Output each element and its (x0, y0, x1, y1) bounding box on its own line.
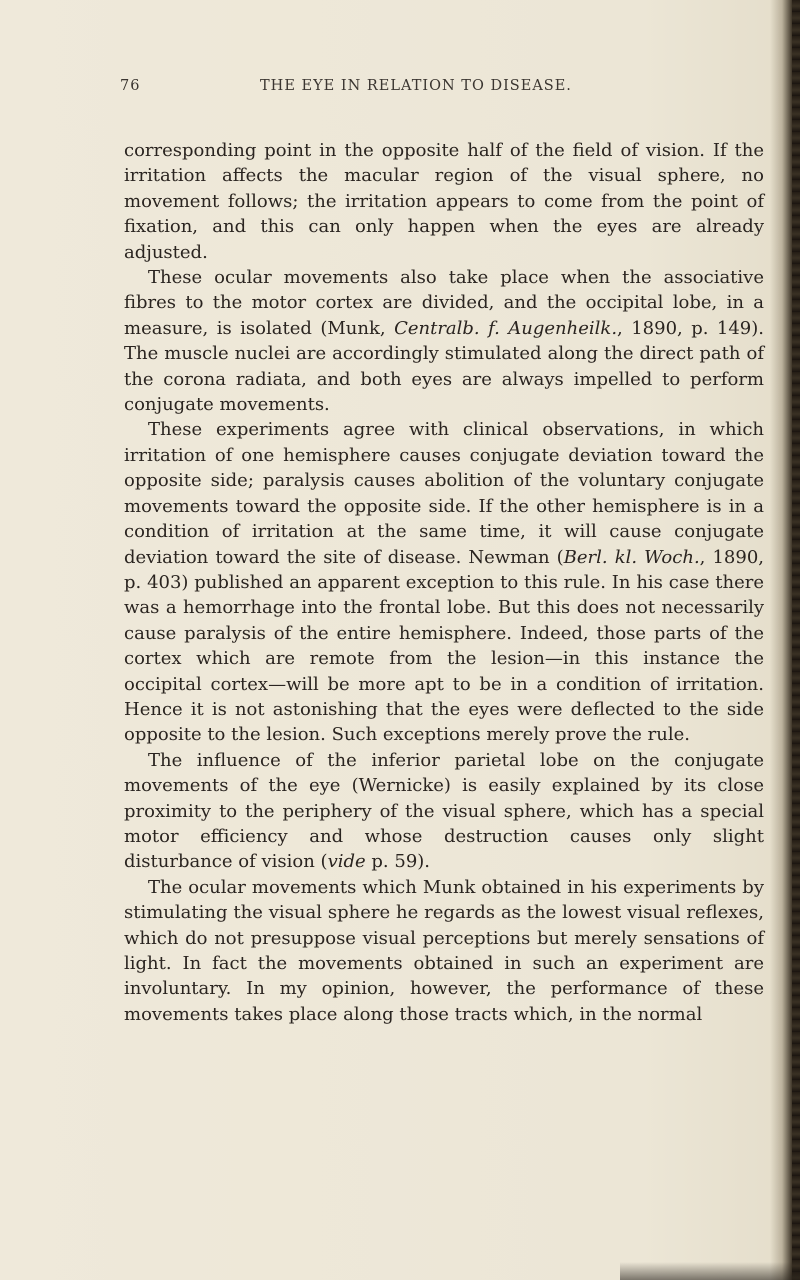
paragraph: The influence of the inferior parietal lobe on the conjugate movements of the eye (Wernicke) is easily explained by its close proximity to the periphery of the visual sphere, which has a special motor efficiency and whose destruction causes only slight disturbance of vision (vide p. 59). (124, 749, 764, 873)
body-text (124, 138, 764, 1027)
paragraph: These ocular movements also take place when the associative fibres to the motor cortex are divided, and the occipital lobe, in a measure, is isolated (Munk, Centralb. f. Augenheilk., 1890, p. 149). The muscle nuclei are accordingly stimulated along the direct path of the corona radiata, and both eyes are always impelled to perform conjugate movements. (124, 267, 764, 416)
page-bottom-shadow (620, 1262, 800, 1280)
paragraph: The ocular movements which Munk obtained in his experiments by stimulating the visual sphere he regards as the lowest visual reflexes, which do not presuppose visual perceptions but merely sensations of light. In fact the movements obtained in such an experiment are involuntary. In my opinion, however, the performance of these movements takes place along those tracts which, in the normal (124, 876, 764, 1025)
paragraph: These experiments agree with clinical observations, in which irritation of one hemisphere causes conjugate deviation toward the opposite side; paralysis causes abolition of the voluntary conjugate movements toward the opposite side. If the other hemisphere is in a condition of irritation at the same time, it will cause conjugate deviation toward the site of disease. Newman (Berl. kl. Woch., 1890, p. 403) published an apparent exception to this rule. In his case there was a hemorrhage into the frontal lobe. But this does not necessarily cause paralysis of the entire hemisphere. Indeed, those parts of the cortex which are remote from the lesion—in this instance the occipital cortex—will be more apt to be in a condition of irritation. Hence it is not astonishing that the eyes were deflected to the side opposite to the lesion. Such exceptions merely prove the rule. (124, 419, 764, 746)
paragraph: corresponding point in the opposite half of the field of vision. If the irritation affects the macular region of the visual sphere, no movement follows; the irritation appears to come from the point of fixation, and this can only happen when the eyes are already adjusted. (124, 140, 764, 263)
citation-journal: Centralb. f. Augenheilk. (394, 317, 618, 339)
page-number: 76 (120, 78, 141, 94)
book-binding-edge (792, 0, 800, 1280)
running-header (120, 78, 780, 102)
vide-reference: vide (327, 851, 366, 873)
running-title: THE EYE IN RELATION TO DISEASE. (260, 78, 572, 94)
citation-journal: Berl. kl. Woch. (563, 546, 700, 568)
